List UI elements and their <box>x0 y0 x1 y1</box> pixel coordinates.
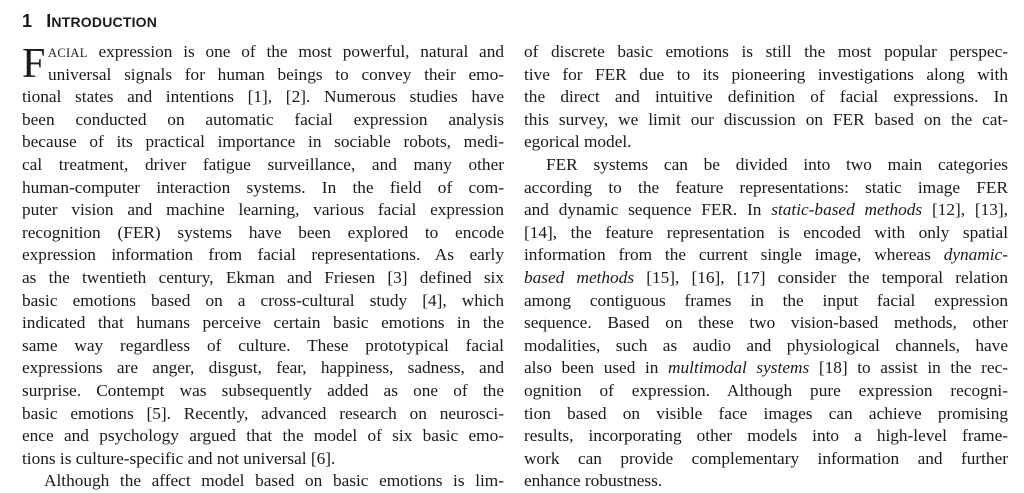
text-line: among contiguous frames in the input facial expression <box>524 290 1008 310</box>
text-line: results, incorporating other models into a high-level frame- <box>524 426 1008 446</box>
section-number: 1 <box>22 11 33 31</box>
text-line: modalities, such as audio and physiological channels, have <box>524 335 1008 355</box>
text-line: of discrete basic emotions is still the most popular perspec- <box>524 42 1008 61</box>
text-line: been conducted on automatic facial expression analysis <box>22 109 504 129</box>
section-title-initial: I <box>46 11 52 31</box>
smallcaps-word: ACIAL <box>48 46 88 60</box>
text-line: basic emotions [5]. Recently, advanced research on neurosci- <box>22 403 504 423</box>
text-line: surprise. Contempt was subsequently added as one of the <box>22 380 504 400</box>
line-text: [18] to assist in the rec- <box>809 358 1008 378</box>
text-line: tive for FER due to its pioneering investigations along with <box>524 64 1008 84</box>
text-line: indicated that humans perceive certain basic emotions in the <box>22 313 504 333</box>
text-line: puter vision and machine learning, various facial expression <box>22 200 504 220</box>
italic-term: based methods <box>524 267 635 287</box>
italic-term: static-based methods <box>771 200 923 220</box>
text-line: FER systems can be divided into two main categories <box>546 154 1008 174</box>
text-line: work can provide complementary information and further <box>524 448 1008 468</box>
line-text: expression is one of the most powerful, natural and <box>87 42 504 61</box>
text-line: same way regardless of culture. These prototypical facial <box>22 335 504 355</box>
text-line: enhance robustness. <box>524 471 663 491</box>
text-line: tional states and intentions [1], [2]. Numerous studies have <box>22 87 504 107</box>
text-line: egorical model. <box>524 132 632 152</box>
text-line <box>524 267 1008 290</box>
text-line: expression information from facial representations. As early <box>22 245 504 265</box>
text-line: according to the feature representations: static image FER <box>524 177 1008 197</box>
text-line: tions is culture-specific and not universal [6]. <box>22 448 336 468</box>
left-column <box>22 41 504 493</box>
drop-cap: F <box>22 41 46 87</box>
line-text: also been used in <box>524 358 669 378</box>
text-line: this survey, we limit our discussion on FER based on the cat- <box>524 109 1008 129</box>
text-line: expressions are anger, disgust, fear, happiness, sadness, and <box>22 358 504 378</box>
text-line: Although the affect model based on basic emotions is lim- <box>44 471 504 491</box>
line-text: and dynamic sequence FER. In <box>524 200 772 220</box>
line-text: [15], [16], [17] consider the temporal relation <box>634 267 1008 287</box>
line-text: information from the current single image, whereas <box>524 245 944 265</box>
line-text: [12], [13], <box>922 200 1008 220</box>
text-line: cal treatment, driver fatigue surveillance, and many other <box>22 154 504 174</box>
text-line: tion based on visible face images can achieve promising <box>524 403 1008 423</box>
text-line: [14], the feature representation is encoded with only spatial <box>524 222 1008 242</box>
text-line: sequence. Based on these two vision-based methods, other <box>524 313 1008 333</box>
text-line: as the twentieth century, Ekman and Friesen [3] defined six <box>22 267 504 287</box>
text-line <box>524 199 1008 222</box>
text-line: ence and psychology argued that the model of six basic emo- <box>22 426 504 446</box>
text-line <box>524 244 1008 267</box>
section-title-rest: NTRODUCTION <box>51 14 158 30</box>
text-line: the direct and intuitive definition of facial expressions. In <box>524 87 1008 107</box>
text-line <box>22 41 504 64</box>
right-column <box>524 41 1008 493</box>
italic-term: dynamic- <box>943 245 1008 265</box>
text-line <box>524 357 1008 380</box>
section-heading <box>22 9 157 34</box>
text-line: ognition of expression. Although pure expression recogni- <box>524 380 1008 400</box>
text-line: human-computer interaction systems. In the field of com- <box>22 177 504 197</box>
text-line: basic emotions based on a cross-cultural study [4], which <box>22 290 504 310</box>
italic-term: multimodal systems <box>668 358 810 378</box>
text-line: universal signals for human beings to convey their emo- <box>48 64 504 84</box>
text-line: recognition (FER) systems have been explored to encode <box>22 222 504 242</box>
text-line: because of its practical importance in sociable robots, medi- <box>22 132 504 152</box>
